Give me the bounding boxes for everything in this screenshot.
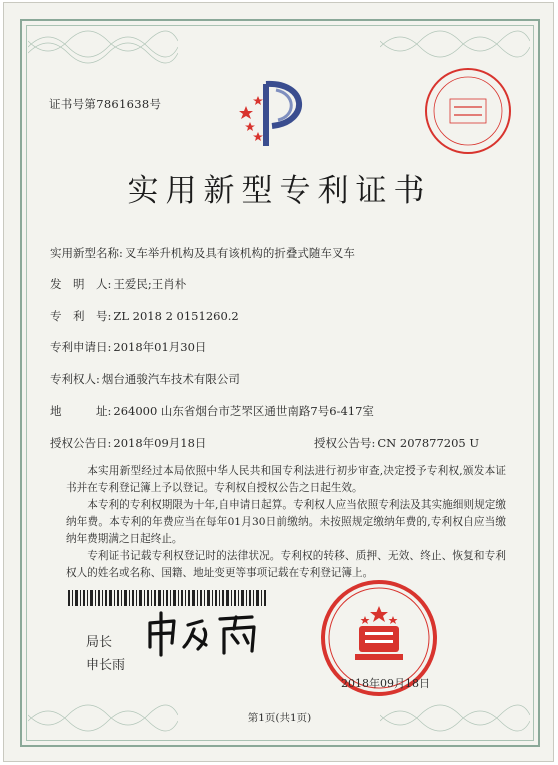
utility-model-name-label: 实用新型名称: — [50, 246, 123, 260]
patent-number-value: ZL 2018 2 0151260.2 — [113, 309, 239, 323]
grant-number-value: CN 207877205 U — [377, 436, 480, 450]
filing-date-value: 2018年01月30日 — [113, 340, 207, 354]
filing-date-row — [50, 339, 206, 355]
patent-number-row — [50, 308, 239, 324]
address-row — [50, 403, 374, 419]
paragraph-legal-status: 专利证书记载专利权登记时的法律状况。专利权的转移、质押、无效、终止、恢复和专利权人的姓名或名称、国籍、地址变更等事项记载在专利登记簿上。 — [66, 550, 506, 579]
utility-model-name-value: 叉车举升机构及具有该机构的折叠式随车叉车 — [124, 246, 355, 260]
address-value: 264000 山东省烟台市芝罘区通世南路7号6-417室 — [113, 404, 374, 418]
barcode-icon — [68, 590, 268, 606]
inventor-label: 发 明 人: — [50, 277, 112, 291]
ornament-top-left — [28, 27, 178, 67]
grant-number-label: 授权公告号: — [314, 436, 376, 450]
utility-model-name-row — [50, 245, 355, 261]
certificate-sheet — [3, 2, 554, 762]
patentee-label: 专利权人: — [50, 372, 100, 386]
director-name-label: 申长雨 — [86, 658, 126, 673]
ornament-top-right — [380, 27, 530, 67]
address-label: 地 址: — [50, 404, 112, 418]
page-number: 第1页(共1页) — [247, 712, 312, 724]
grant-date-row — [50, 435, 206, 451]
patentee-value: 烟台通骏汽车技术有限公司 — [101, 372, 240, 386]
patent-number-label: 专 利 号: — [50, 309, 112, 323]
certificate-number: 证书号第7861638号 — [49, 97, 162, 111]
cnipa-logo-icon — [236, 76, 316, 152]
paragraph-term: 本专利的专利权期限为十年,自申请日起算。专利权人应当依照专利法及其实施细则规定缴纳年费。本专利的年费应当在每年01月30日前缴纳。未按照规定缴纳年费的,专利权自应当缴纳年费期满之日起终止。 — [66, 499, 506, 545]
grant-number-row — [314, 435, 479, 451]
certificate-title: 实用新型专利证书 — [127, 173, 432, 209]
patentee-row — [50, 371, 240, 387]
agency-seal-icon — [422, 65, 514, 157]
director-title-label: 局长 — [86, 635, 113, 650]
grant-date-label: 授权公告日: — [50, 436, 112, 450]
inventor-row — [50, 276, 186, 292]
inventor-value: 王爱民;王肖朴 — [113, 277, 187, 291]
seal-date: 2018年09月18日 — [341, 677, 430, 690]
grant-date-value: 2018年09月18日 — [113, 436, 207, 450]
paragraph-grant: 本实用新型经过本局依照中华人民共和国专利法进行初步审查,决定授予专利权,颁发本证书并在专利登记簿上予以登记。专利权自授权公告之日起生效。 — [66, 465, 506, 494]
filing-date-label: 专利申请日: — [50, 340, 112, 354]
director-signature — [144, 609, 284, 659]
